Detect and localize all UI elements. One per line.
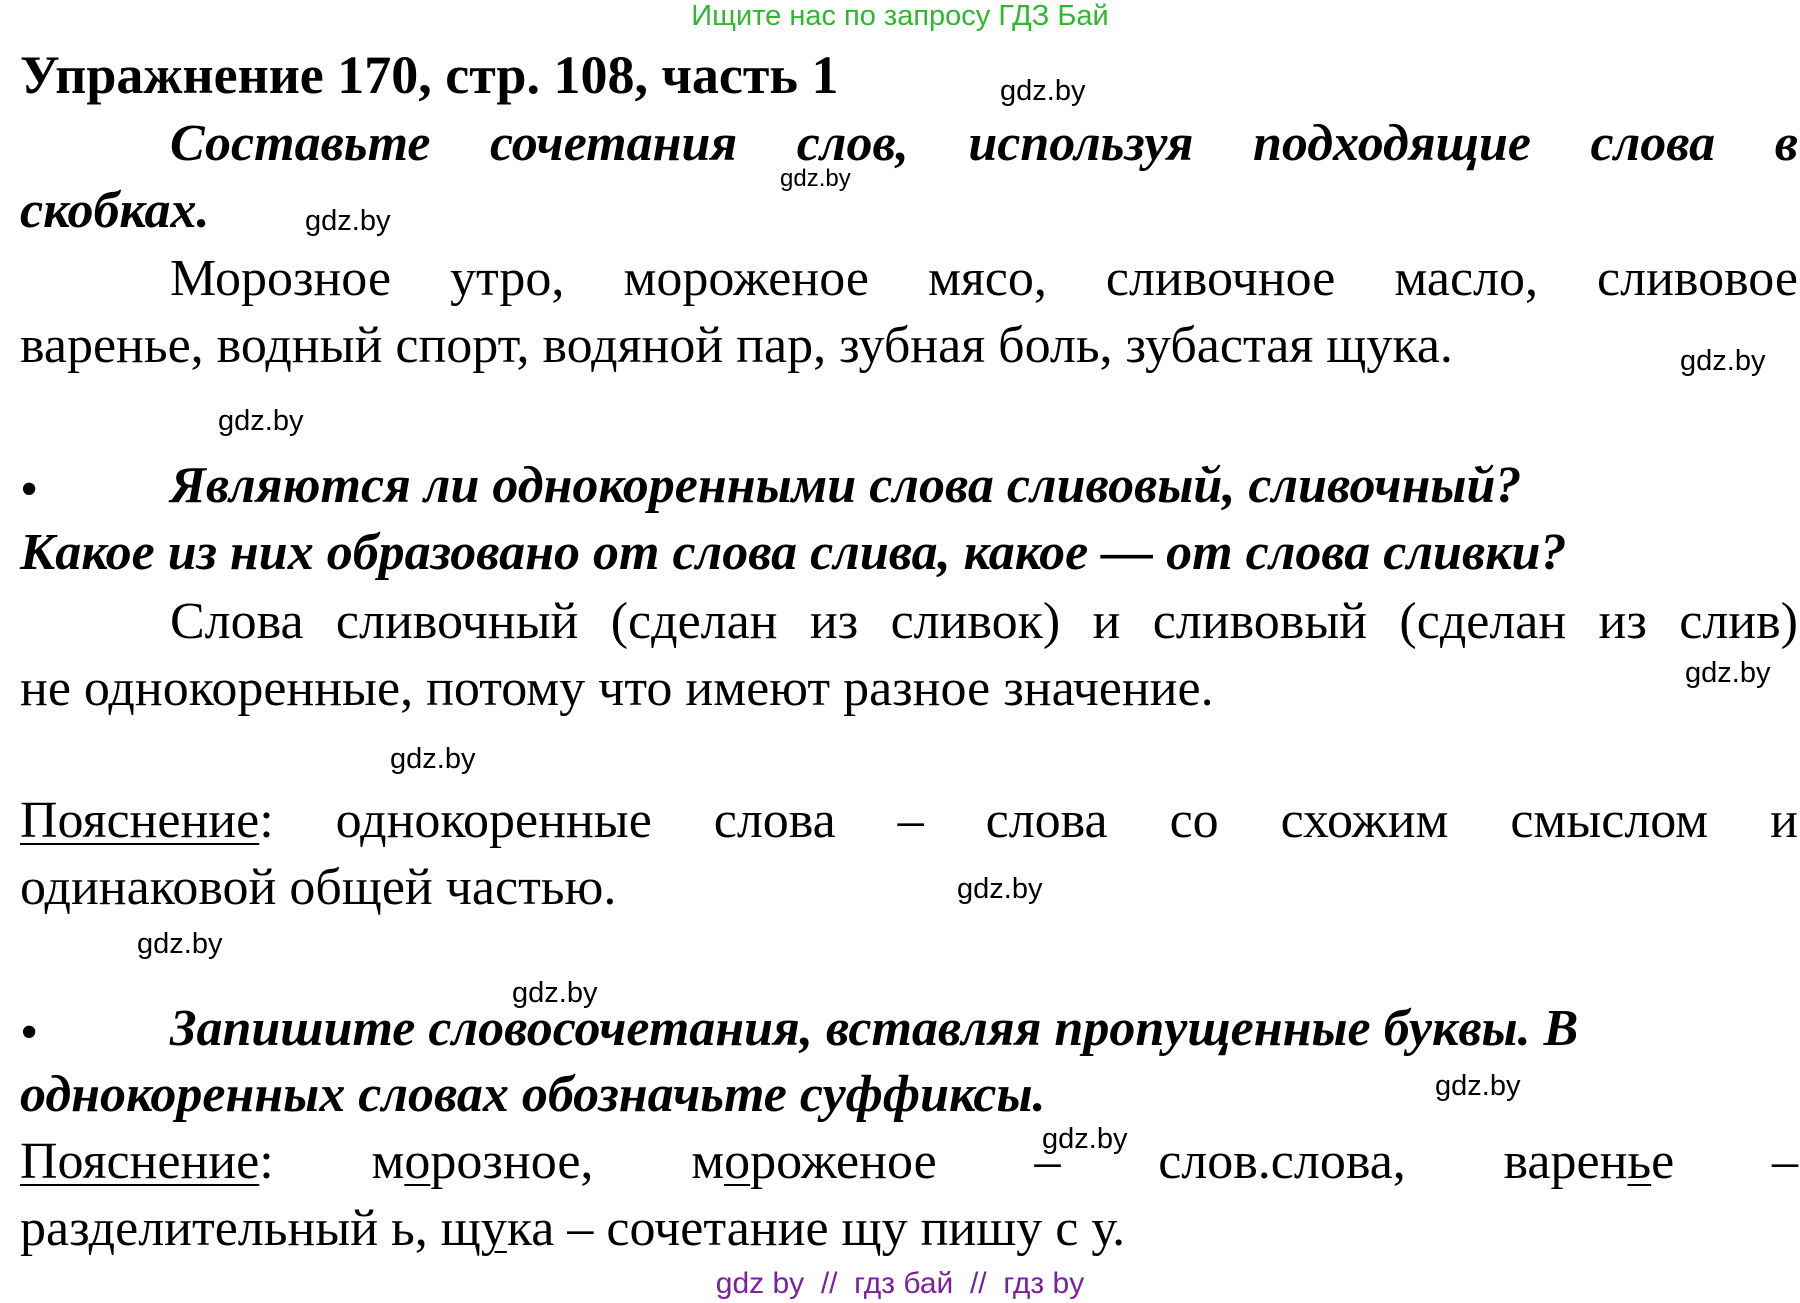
footer-links: gdz by // гдз бай // гдз by [715,1267,1085,1300]
task1-line1: Составьте сочетания слов, используя подходящие слова в [170,115,1798,172]
explanation1-text: : однокоренные слова – слова со схожим смыслом и [259,792,1798,849]
bullet: • [20,1004,39,1061]
text: варен [1503,1133,1628,1190]
explanation1-line2: одинаковой общей частью. [20,859,617,916]
text: м [691,1133,725,1190]
dash: – [1034,1133,1061,1190]
answer2-line1: Слова сливочный (сделан из сливок) и сливовый (сделан из слив) [170,593,1798,650]
explanation-label: Пояснение [20,792,260,849]
task3-line1: Запишите словосочетания, вставляя пропущенные буквы. В [170,1000,1579,1057]
explanation-label: Пояснение [20,1133,260,1190]
task2-line2: Какое из них образовано от слова слива, какое — от слова сливки? [20,524,1567,581]
word-morozhenoe [691,1133,937,1190]
watermark: gdz.by [1000,75,1086,107]
underlined-letter: о [404,1133,431,1190]
answer1-line2: варенье, водный спорт, водяной пар, зубная боль, зубастая щука. [20,317,1453,374]
word-slov: слов.слова, [1158,1133,1406,1190]
task1-line2: скобках. [20,182,210,239]
watermark: gdz.by [957,873,1043,905]
explanation2-line1 [20,1133,1798,1190]
text: е [1651,1133,1675,1190]
colon: : [259,1133,274,1190]
explanation2-line2 [20,1200,1798,1257]
watermark: gdz.by [218,405,304,437]
answer1-line1: Морозное утро, мороженое мясо, сливочное масло, сливовое [170,250,1798,307]
watermark: gdz.by [390,743,476,775]
watermark: gdz.by [780,165,851,192]
underlined-letter: ь [1627,1133,1652,1190]
watermark: gdz.by [1042,1123,1128,1155]
watermark: gdz.by [512,977,598,1009]
watermark: gdz.by [305,205,391,237]
underlined-letter: у [480,1200,507,1257]
dash: – [1771,1133,1798,1190]
text: разделительный ь, щ [20,1200,481,1257]
text: ка – сочетание щу пишу с у. [506,1200,1126,1257]
top-banner: Ищите нас по запросу ГДЗ Бай [691,0,1109,32]
word-morozhnoe [371,1133,594,1190]
task3-line2: однокоренных словах обозначьте суффиксы. [20,1066,1046,1123]
page-title: Упражнение 170, стр. 108, часть 1 [20,45,839,105]
text: роженое [750,1133,937,1190]
text: м [371,1133,405,1190]
watermark: gdz.by [137,928,223,960]
answer2-line2: не однокоренные, потому что имеют разное значение. [20,660,1214,717]
watermark: gdz.by [1685,657,1771,689]
word-varenye [1503,1133,1675,1190]
watermark: gdz.by [1435,1070,1521,1102]
task2-line1: Являются ли однокоренными слова сливовый, сливочный? [170,457,1522,514]
underlined-letter: о [724,1133,751,1190]
explanation-label-group [20,1133,274,1190]
bullet: • [20,461,39,518]
watermark: gdz.by [1680,345,1766,377]
text: розное, [430,1133,594,1190]
explanation1-line1 [20,792,1798,849]
